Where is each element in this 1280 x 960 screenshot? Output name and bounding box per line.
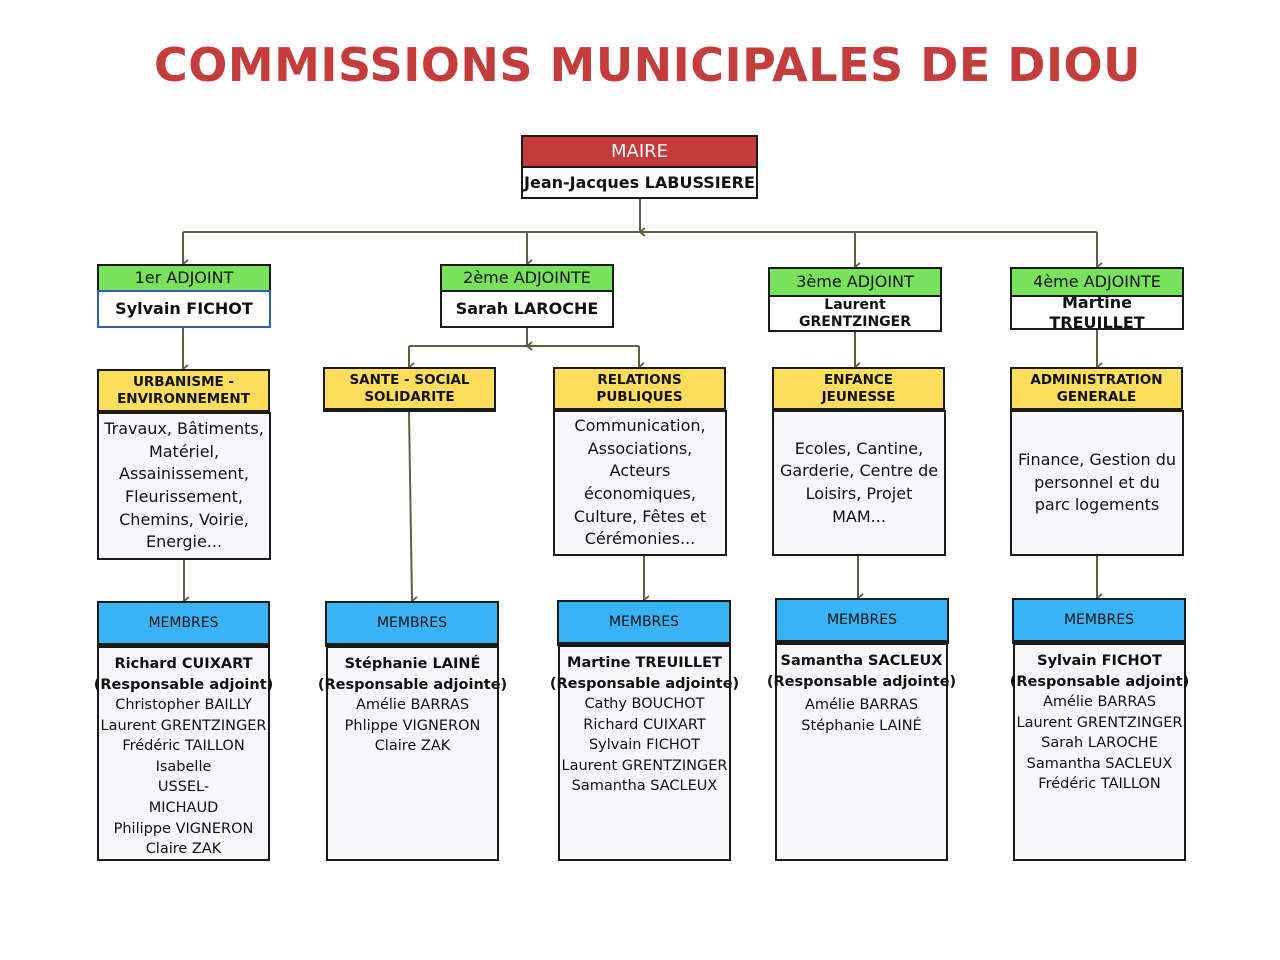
commission-4-description: Ecoles, Cantine, Garderie, Centre de Loisirs, Projet MAM... (772, 410, 946, 556)
member-name: Laurent GRENTZINGER (561, 757, 728, 774)
commission-2-title: SANTE - SOCIAL SOLIDARITE (323, 367, 496, 412)
member-name: Sylvain FICHOT (588, 737, 700, 754)
adjoint-3-name: Laurent GRENTZINGER (768, 295, 942, 332)
commission-2-lead: Stéphanie LAINÉ (344, 656, 481, 672)
member-name: Sarah LAROCHE (1041, 735, 1158, 752)
commission-4-members (766, 642, 957, 861)
commission-1-members (93, 645, 274, 861)
commission-1-title: URBANISME - ENVIRONNEMENT (97, 369, 270, 414)
member-name: Claire ZAK (145, 841, 222, 858)
member-name: Amélie BARRAS (804, 697, 919, 714)
member-name: Laurent GRENTZINGER (100, 717, 267, 734)
commission-5-lead: Sylvain FICHOT (1037, 653, 1162, 669)
commission-2-membres-header: MEMBRES (325, 601, 499, 647)
member-name: Isabelle USSEL-MICHAUD (148, 758, 219, 817)
commission-4-title: ENFANCE JEUNESSE (772, 367, 945, 412)
commission-4-member-list (801, 695, 921, 736)
adjoint-4-label: 4ème ADJOINTE (1010, 267, 1184, 297)
maire-label: MAIRE (521, 135, 758, 168)
commission-3-membres-header: MEMBRES (557, 600, 731, 646)
commission-5-description: Finance, Gestion du personnel et du parc logements (1010, 410, 1184, 556)
commission-3-members (549, 644, 740, 861)
member-name: Frédéric TAILLON (1038, 776, 1161, 793)
page-title: COMMISSIONS MUNICIPALES DE DIOU (153, 38, 1142, 92)
commission-3-role: (Responsable adjointe) (549, 675, 740, 692)
commission-1-description: Travaux, Bâtiments, Matériel, Assainissement, Fleurissement, Chemins, Voirie, Energie... (97, 412, 271, 560)
commission-2-members (317, 645, 508, 861)
member-name: Stéphanie LAINÉ (801, 717, 922, 734)
commission-5-member-list (1017, 692, 1183, 795)
commission-5-role: (Responsable adjoint) (1009, 673, 1190, 690)
maire-name: Jean-Jacques LABUSSIERE (521, 166, 758, 199)
commission-2-member-list (345, 695, 481, 757)
adjoint-1-name: Sylvain FICHOT (97, 290, 271, 328)
commission-3-title: RELATIONS PUBLIQUES (553, 367, 726, 412)
member-name: Samantha SACLEUX (1026, 755, 1173, 772)
commission-1-membres-header: MEMBRES (97, 601, 270, 647)
member-name: Claire ZAK (374, 738, 451, 755)
member-name: Phlippe VIGNERON (344, 717, 481, 734)
member-name: Cathy BOUCHOT (584, 696, 705, 713)
commission-4-role: (Responsable adjointe) (766, 673, 957, 690)
member-name: Christopher BAILLY (115, 697, 252, 714)
adjoint-3-label: 3ème ADJOINT (768, 267, 942, 297)
commission-3-lead: Martine TREUILLET (567, 655, 722, 671)
commission-5-members (1009, 642, 1190, 861)
commission-1-member-list (99, 695, 268, 860)
member-name: Amélie BARRAS (355, 697, 470, 714)
commission-4-lead: Samantha SACLEUX (780, 653, 943, 669)
commission-4-membres-header: MEMBRES (775, 598, 949, 644)
adjoint-2-label: 2ème ADJOINTE (440, 264, 614, 292)
commission-1-role: (Responsable adjoint) (93, 676, 274, 693)
adjoint-4-name: Martine TREUILLET (1010, 295, 1184, 330)
commission-2-role: (Responsable adjointe) (317, 676, 508, 693)
commission-1-lead: Richard CUIXART (114, 656, 253, 672)
member-name: Amélie BARRAS (1042, 694, 1157, 711)
commission-3-description: Communication, Associations, Acteurs économiques, Culture, Fêtes et Cérémonies... (553, 410, 727, 556)
member-name: Laurent GRENTZINGER (1016, 714, 1183, 731)
commission-5-membres-header: MEMBRES (1012, 598, 1186, 644)
adjoint-2-name: Sarah LAROCHE (440, 290, 614, 328)
member-name: Frédéric TAILLON (122, 738, 245, 755)
commission-5-title: ADMINISTRATION GENERALE (1010, 367, 1183, 412)
member-name: Philippe VIGNERON (113, 820, 254, 837)
member-name: Samantha SACLEUX (571, 778, 718, 795)
adjoint-1-label: 1er ADJOINT (97, 264, 271, 292)
commission-3-member-list (562, 694, 728, 797)
member-name: Richard CUIXART (583, 716, 706, 733)
